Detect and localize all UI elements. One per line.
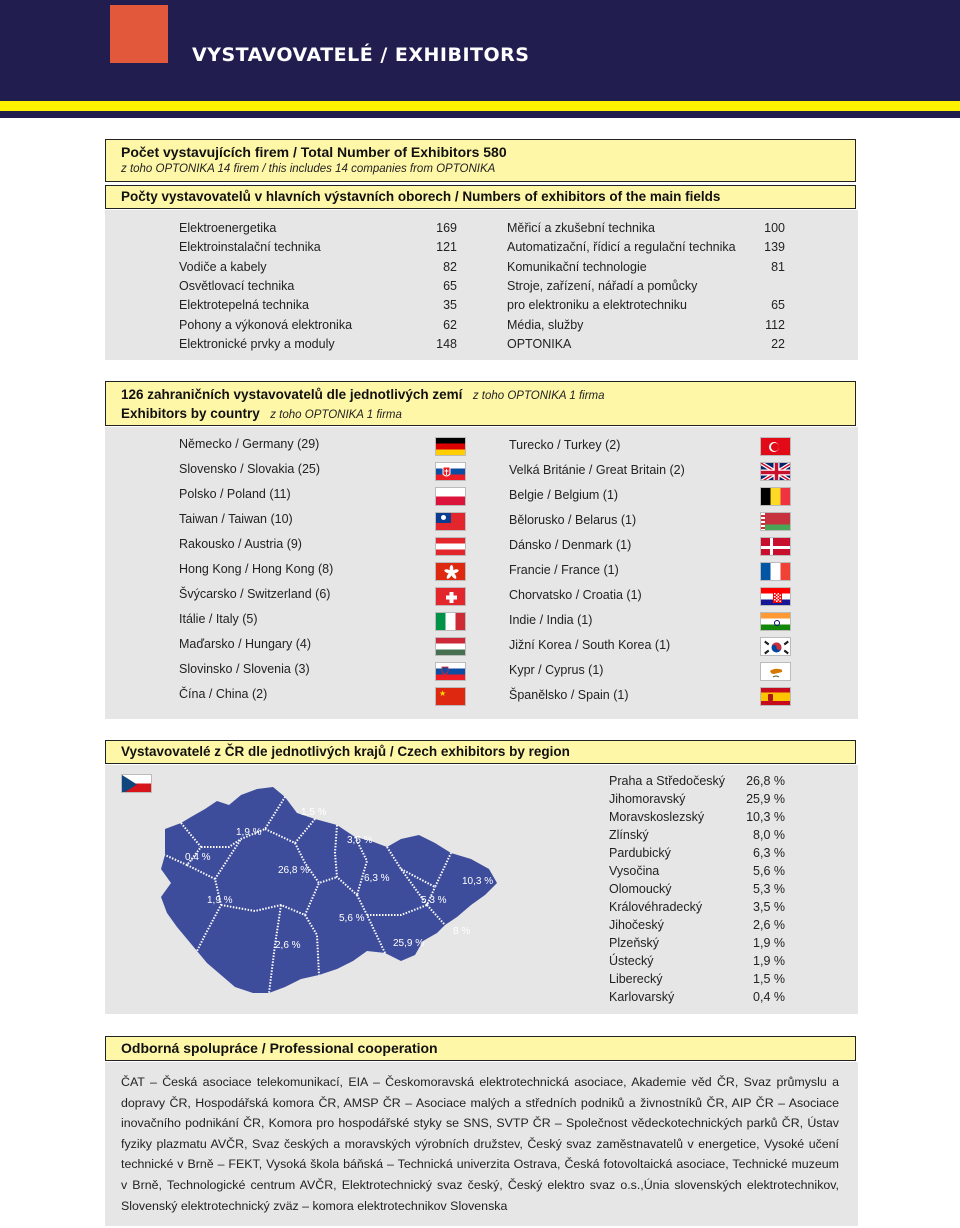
region-value: 26,8 % <box>746 774 785 788</box>
country-label: Kypr / Cyprus (1) <box>509 663 604 677</box>
countries-subtitle-en: z toho OPTONIKA 1 firma <box>270 409 402 421</box>
cooperation-title-box <box>105 1036 856 1061</box>
country-label: Jižní Korea / South Korea (1) <box>509 638 671 652</box>
region-value: 0,4 % <box>753 990 785 1004</box>
countries-title-box <box>105 381 856 426</box>
field-label: Pohony a výkonová elektronika <box>179 318 353 332</box>
region-value: 6,3 % <box>753 846 785 860</box>
country-label: Slovensko / Slovakia (25) <box>179 462 321 476</box>
cooperation-title: Odborná spolupráce / Professional cooperation <box>121 1040 438 1056</box>
country-label: Čína / China (2) <box>179 687 268 701</box>
austria-flag-icon <box>435 537 466 556</box>
country-label: Indie / India (1) <box>509 613 593 627</box>
field-value: 139 <box>764 240 785 254</box>
country-label: Turecko / Turkey (2) <box>509 438 621 452</box>
croatia-flag-icon <box>760 587 791 606</box>
countries-panel <box>105 427 858 719</box>
country-label: Španělsko / Spain (1) <box>509 688 629 702</box>
field-value: 121 <box>436 240 457 254</box>
region-value: 8,0 % <box>753 828 785 842</box>
field-label: Automatizační, řídicí a regulační technika <box>507 240 736 254</box>
region-value: 1,5 % <box>753 972 785 986</box>
field-value: 65 <box>443 279 457 293</box>
header-navy-stripe <box>0 111 960 118</box>
regions-panel <box>105 765 858 1014</box>
field-label: Elektronické prvky a moduly <box>179 337 335 351</box>
field-label: Elektroenergetika <box>179 221 277 235</box>
header-yellow-stripe <box>0 101 960 111</box>
spain-flag-icon <box>760 687 791 706</box>
region-value: 5,3 % <box>753 882 785 896</box>
poland-flag-icon <box>435 487 466 506</box>
region-name: Jihomoravský <box>609 792 686 806</box>
field-value: 169 <box>436 221 457 235</box>
fields-list <box>105 210 858 360</box>
page-title: VYSTAVOVATELÉ / EXHIBITORS <box>192 44 530 66</box>
total-exhibitors-box <box>105 139 856 182</box>
region-value: 10,3 % <box>746 810 785 824</box>
map-label: 2,6 % <box>275 940 301 951</box>
region-name: Pardubický <box>609 846 671 860</box>
map-label: 1,5 % <box>301 807 327 818</box>
country-label: Dánsko / Denmark (1) <box>509 538 632 552</box>
fields-panel <box>105 210 858 360</box>
region-value: 2,6 % <box>753 918 785 932</box>
country-label: Švýcarsko / Switzerland (6) <box>179 587 331 601</box>
country-label: Slovinsko / Slovenia (3) <box>179 662 310 676</box>
field-label: Měřicí a zkušební technika <box>507 221 655 235</box>
region-name: Olomoucký <box>609 882 672 896</box>
slovakia-flag-icon <box>435 462 466 481</box>
field-label: Média, služby <box>507 318 584 332</box>
region-name: Vysočina <box>609 864 660 878</box>
country-label: Rakousko / Austria (9) <box>179 537 302 551</box>
denmark-flag-icon <box>760 537 791 556</box>
switzerland-flag-icon <box>435 587 466 606</box>
countries-title-line-cz <box>121 386 605 404</box>
field-label: Vodiče a kabely <box>179 260 267 274</box>
india-flag-icon <box>760 612 791 631</box>
map-label: 5,3 % <box>421 895 447 906</box>
field-label: Stroje, zařízení, nářadí a pomůcky <box>507 279 698 293</box>
region-name: Liberecký <box>609 972 663 986</box>
region-name: Zlínský <box>609 828 649 842</box>
map-label: 3,5 % <box>347 835 373 846</box>
turkey-flag-icon <box>760 437 791 456</box>
country-label: Maďarsko / Hungary (4) <box>179 637 312 651</box>
cooperation-text: ČAT – Česká asociace telekomunikací, EIA – Českomoravská elektrotechnická asociace, Akademie věd ČR, Svaz průmyslu a dopravy ČR, Hospodářská komora ČR, AMSP ČR – Asociace malých a středních podniků a živnostníků ČR, AIP ČR – Asociace inovačního podnikání ČR, Komora pro hospodářské styky se SNS, SVTP ČR – Společnost vědeckotechnických parků ČR, Ústav fyziky plazmatu AVČR, Svaz českých a moravských výrobních družstev, Český svaz zaměstnavatelů v energetice, Vysoké učení technické v Brně – FEKT, Vysoká škola báňská – Technická univerzita Ostrava, Česká fotovoltaická asociace, Technické muzeum v Brně, Technologické centrum AVČR, Elektrotechnický svaz český, Český elektro svaz o.s.,Únia slovenských elektrotechnikov, Slovenský elektrotechnický zväz – komora elektrotechnikov Slovenska <box>121 1075 839 1213</box>
region-value: 3,5 % <box>753 900 785 914</box>
region-name: Praha a Středočeský <box>609 774 726 788</box>
map-label: 0,4 % <box>185 852 211 863</box>
cyprus-flag-icon <box>760 662 791 681</box>
map-label: 5,6 % <box>339 913 365 924</box>
field-label: Komunikační technologie <box>507 260 647 274</box>
fields-title: Počty vystavovatelů v hlavních výstavních oborech / Numbers of exhibitors of the main fields <box>121 189 721 204</box>
countries-subtitle-cz: z toho OPTONIKA 1 firma <box>472 390 605 402</box>
country-label: Velká Británie / Great Britain (2) <box>509 463 685 477</box>
region-value: 5,6 % <box>753 864 785 878</box>
field-value: 148 <box>436 337 457 351</box>
field-value: 65 <box>771 298 785 312</box>
map-label: 25,9 % <box>393 938 425 949</box>
country-label: Německo / Germany (29) <box>179 437 320 451</box>
hungary-flag-icon <box>435 637 466 656</box>
field-value: 81 <box>771 260 785 274</box>
field-value: 35 <box>443 298 457 312</box>
map-label: 6,3 % <box>364 873 390 884</box>
region-name: Karlovarský <box>609 990 675 1004</box>
map-label: 10,3 % <box>462 876 494 887</box>
region-name: Ústecký <box>609 954 654 968</box>
czech-map-shape <box>161 787 497 993</box>
country-label: Polsko / Poland (11) <box>179 487 291 501</box>
field-value: 62 <box>443 318 457 332</box>
czech-regions-map <box>105 765 525 1014</box>
map-label: 1,9 % <box>207 895 233 906</box>
field-value: 22 <box>771 337 785 351</box>
country-label: Hong Kong / Hong Kong (8) <box>179 562 334 576</box>
header-accent-square <box>110 5 168 63</box>
region-name: Královéhradecký <box>609 900 703 914</box>
italy-flag-icon <box>435 612 466 631</box>
field-value: 100 <box>764 221 785 235</box>
region-value: 1,9 % <box>753 936 785 950</box>
total-exhibitors-subtitle: z toho OPTONIKA 14 firem / this includes 14 companies from OPTONIKA <box>121 163 496 175</box>
countries-title-line-en <box>121 405 402 423</box>
region-value: 25,9 % <box>746 792 785 806</box>
regions-title: Vystavovatelé z ČR dle jednotlivých krajů / Czech exhibitors by region <box>121 744 570 759</box>
field-label: pro elektroniku a elektrotechniku <box>507 298 687 312</box>
field-label: Osvětlovací technika <box>179 279 295 293</box>
total-exhibitors-title: Počet vystavujících firem / Total Number of Exhibitors 580 <box>121 144 507 160</box>
field-value: 112 <box>765 318 785 332</box>
country-label: Bělorusko / Belarus (1) <box>509 513 637 527</box>
countries-list <box>105 427 858 719</box>
slovenia-flag-icon <box>435 662 466 681</box>
country-label: Belgie / Belgium (1) <box>509 488 619 502</box>
map-label: 26,8 % <box>278 865 310 876</box>
field-label: Elektrotepelná technika <box>179 298 309 312</box>
map-label: 8 % <box>453 926 471 937</box>
countries-title-cz: 126 zahraničních vystavovatelů dle jednotlivých zemí <box>121 387 463 402</box>
germany-flag-icon <box>435 437 466 456</box>
map-label: 1,9 % <box>236 827 262 838</box>
france-flag-icon <box>760 562 791 581</box>
field-label: Elektroinstalační technika <box>179 240 321 254</box>
china-flag-icon: ★ <box>435 687 466 706</box>
great-britain-flag-icon <box>760 462 791 481</box>
country-label: Francie / France (1) <box>509 563 619 577</box>
hong-kong-flag-icon <box>435 562 466 581</box>
country-label: Taiwan / Taiwan (10) <box>179 512 293 526</box>
region-name: Jihočeský <box>609 918 664 932</box>
countries-title-en: Exhibitors by country <box>121 406 260 421</box>
region-name: Moravskoslezský <box>609 810 705 824</box>
region-name: Plzeňský <box>609 936 660 950</box>
south-korea-flag-icon <box>760 637 791 656</box>
region-value: 1,9 % <box>753 954 785 968</box>
field-label: OPTONIKA <box>507 337 572 351</box>
country-label: Chorvatsko / Croatia (1) <box>509 588 642 602</box>
fields-title-box <box>105 185 856 209</box>
belgium-flag-icon <box>760 487 791 506</box>
regions-title-box <box>105 740 856 764</box>
taiwan-flag-icon <box>435 512 466 531</box>
belarus-flag-icon <box>760 512 791 531</box>
country-label: Itálie / Italy (5) <box>179 612 258 626</box>
field-value: 82 <box>443 260 457 274</box>
